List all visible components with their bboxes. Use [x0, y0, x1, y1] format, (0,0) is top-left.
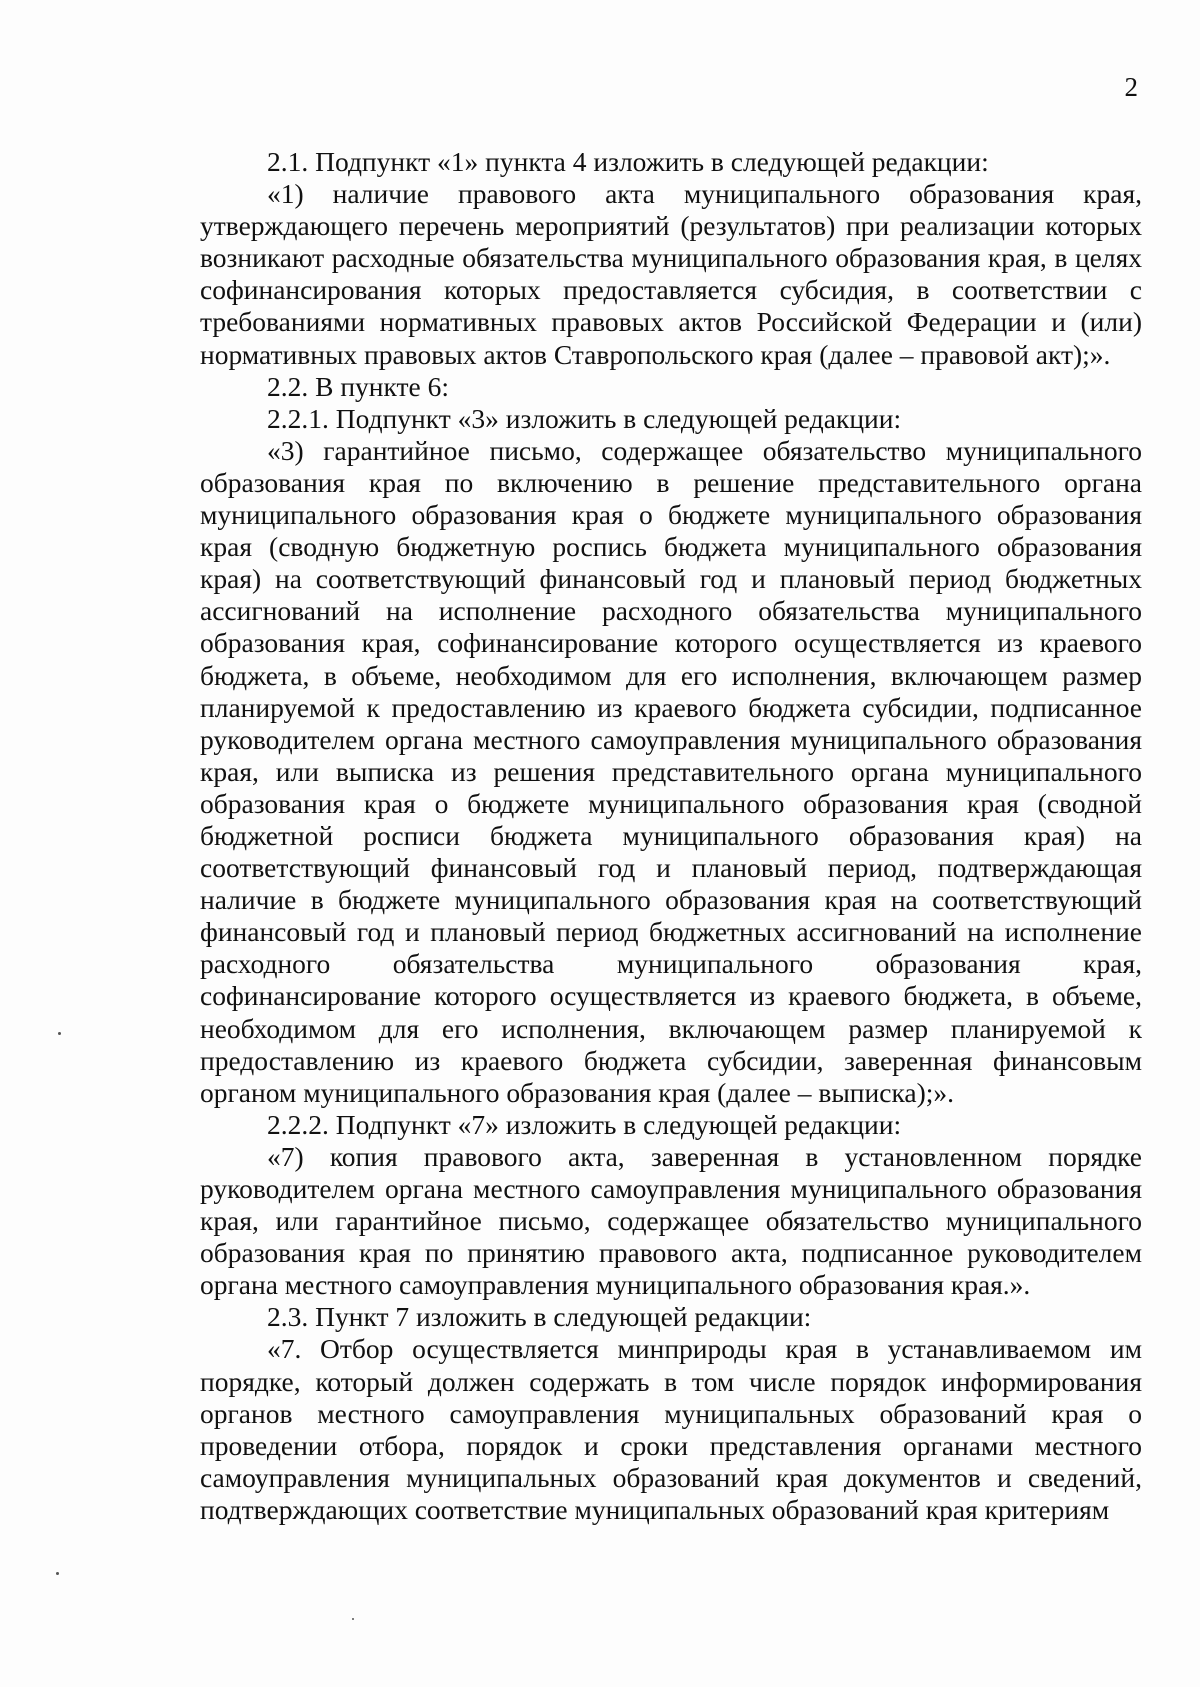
- paragraph-2-2-2-text: «7) копия правового акта, заверенная в установленном порядке руководителем органа местного самоуправления муниципального образования края, или гарантийное письмо, содержащее обязательство муниципального образования края по принятию правового акта, подписанное руководителем органа местного самоуправления муниципального образования края.».: [200, 1140, 1142, 1301]
- paragraph-2-2-1-heading: 2.2.1. Подпункт «3» изложить в следующей редакции:: [267, 402, 902, 434]
- paragraph-2-1-heading: 2.1. Подпункт «1» пункта 4 изложить в следующей редакции:: [267, 146, 989, 177]
- page-number: 2: [1124, 72, 1138, 102]
- paragraph-2-2-1-text: «3) гарантийное письмо, содержащее обязательство муниципального образования края по включению в решение представительного органа муниципального образования края о бюджете муниципального образования края (сводную бюджетную роспись бюджета муниципального образования края) на соответствующий финансовый год и плановый период бюджетных ассигнований на исполнение расходного обязательства муниципального образования края, софинансирование которого осуществляется из краевого бюджета, в объеме, необходимом для его исполнения, включающем размер планируемой к предоставлению из краевого бюджета субсидии, подписанное руководителем органа местного самоуправления муниципального образования края, или выписка из решения представительного органа муниципального образования края о бюджете муниципального образования края (сводной бюджетной росписи бюджета муниципального образования края) на соответствующий финансовый год и плановый период, подтверждающая наличие в бюджете муниципального образования края на соответствующий финансовый год и плановый период бюджетных ассигнований на исполнение расходного обязательства муниципального образования края, софинансирование которого осуществляется из краевого бюджета, в объеме, необходимом для его исполнения, включающем размер планируемой к предоставлению из краевого бюджета субсидии, заверенная финансовым органом муниципального образования края (далее – выписка);».: [200, 434, 1142, 1108]
- scan-speck: [56, 1572, 59, 1575]
- document-body: [200, 146, 1142, 1526]
- paragraph-2-2-2-heading: 2.2.2. Подпункт «7» изложить в следующей редакции:: [267, 1108, 902, 1140]
- scan-speck: [352, 1618, 354, 1620]
- scan-speck: [58, 1032, 61, 1035]
- paragraph-2-2-heading: 2.2. В пункте 6:: [267, 370, 450, 402]
- paragraph-2-3-heading: 2.3. Пункт 7 изложить в следующей редакции:: [267, 1301, 812, 1333]
- paragraph-2-1-text: «1) наличие правового акта муниципального образования края, утверждающего перечень мероприятий (результатов) при реализации которых возникают расходные обязательства муниципального образования края, в целях софинансирования которых предоставляется субсидия, в соответствии с требованиями нормативных правовых актов Российской Федерации и (или) нормативных правовых актов Ставропольского края (далее – правовой акт);».: [200, 178, 1142, 370]
- paragraph-2-3-text: «7. Отбор осуществляется минприроды края в устанавливаемом им порядке, который должен содержать в том числе порядок информирования органов местного самоуправления муниципальных образований края о проведении отбора, порядок и сроки представления органами местного самоуправления муниципальных образований края документов и сведений, подтверждающих соответствие муниципальных образований края критериям: [200, 1333, 1142, 1525]
